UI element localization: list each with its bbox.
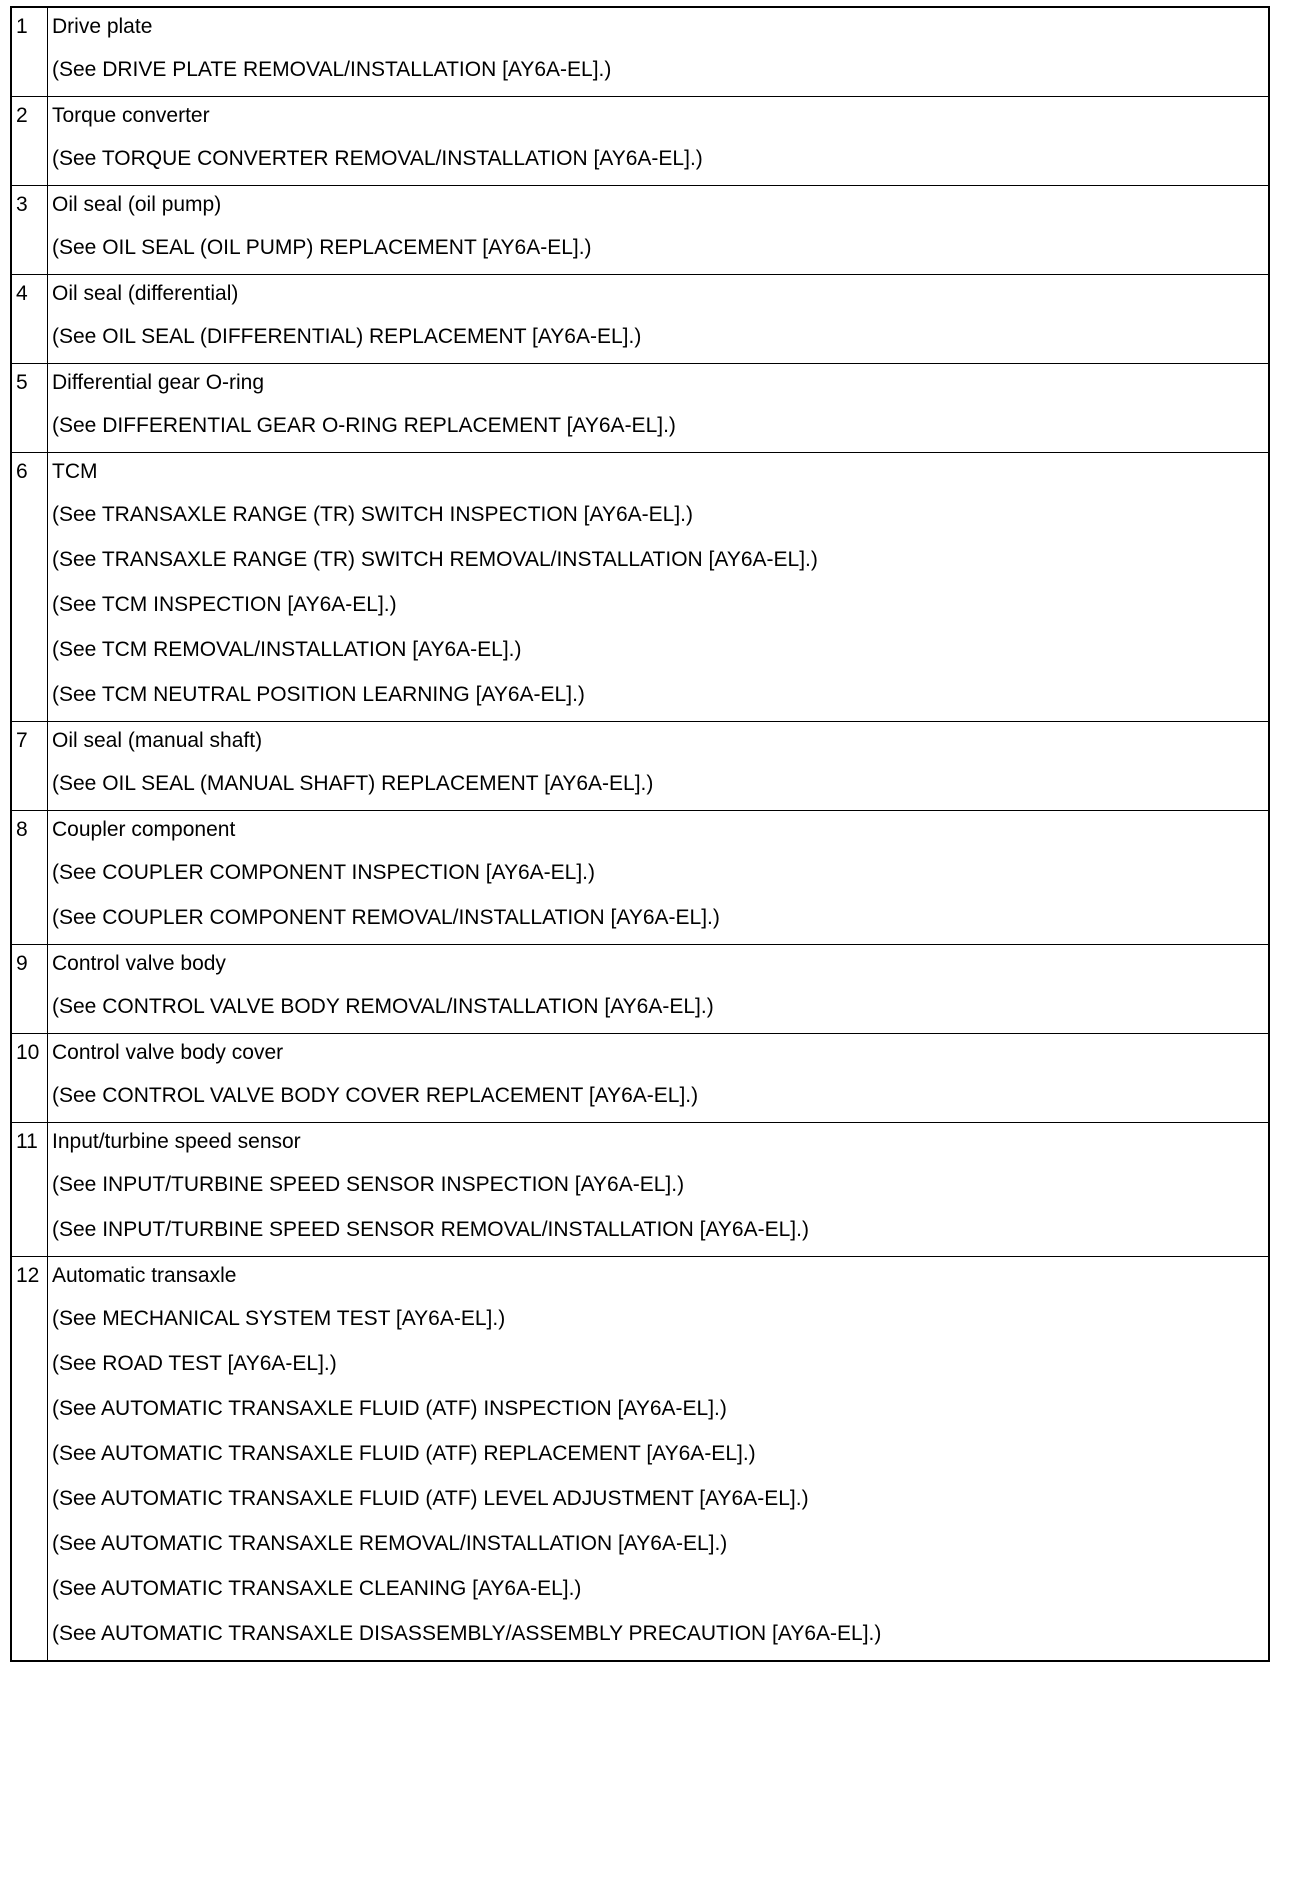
item-number: 4 (12, 275, 48, 363)
item-title: Oil seal (oil pump) (52, 193, 222, 216)
reference-link[interactable]: (See INPUT/TURBINE SPEED SENSOR REMOVAL/INSTALLATION [AY6A-EL].) (52, 1218, 809, 1241)
table-row (12, 452, 1268, 721)
item-number: 10 (12, 1034, 48, 1122)
reference-link[interactable]: (See CONTROL VALVE BODY REMOVAL/INSTALLATION [AY6A-EL].) (52, 995, 714, 1018)
item-title: Coupler component (52, 818, 236, 841)
table-row (12, 96, 1268, 185)
item-title: Automatic transaxle (52, 1264, 237, 1287)
table-row (12, 185, 1268, 274)
reference-link[interactable]: (See TRANSAXLE RANGE (TR) SWITCH INSPECTION [AY6A-EL].) (52, 503, 694, 526)
reference-link[interactable]: (See INPUT/TURBINE SPEED SENSOR INSPECTION [AY6A-EL].) (52, 1173, 685, 1196)
item-number: 2 (12, 97, 48, 185)
reference-link[interactable]: (See TCM REMOVAL/INSTALLATION [AY6A-EL].) (52, 638, 522, 661)
item-number: 12 (12, 1257, 48, 1660)
item-title: Drive plate (52, 15, 153, 38)
component-table (10, 6, 1270, 1662)
item-content (48, 1123, 1268, 1256)
item-content (48, 186, 1268, 274)
item-number: 3 (12, 186, 48, 274)
reference-link[interactable]: (See AUTOMATIC TRANSAXLE FLUID (ATF) REPLACEMENT [AY6A-EL].) (52, 1442, 756, 1465)
item-content (48, 453, 1268, 721)
item-number: 7 (12, 722, 48, 810)
reference-link[interactable]: (See AUTOMATIC TRANSAXLE FLUID (ATF) LEVEL ADJUSTMENT [AY6A-EL].) (52, 1487, 809, 1510)
reference-link[interactable]: (See DIFFERENTIAL GEAR O-RING REPLACEMENT [AY6A-EL].) (52, 414, 676, 437)
item-number: 1 (12, 8, 48, 96)
item-number: 6 (12, 453, 48, 721)
item-title: Oil seal (manual shaft) (52, 729, 263, 752)
item-title: TCM (52, 460, 98, 483)
table-row (12, 8, 1268, 96)
item-title: Input/turbine speed sensor (52, 1130, 301, 1153)
reference-link[interactable]: (See OIL SEAL (DIFFERENTIAL) REPLACEMENT [AY6A-EL].) (52, 325, 642, 348)
reference-link[interactable]: (See DRIVE PLATE REMOVAL/INSTALLATION [AY6A-EL].) (52, 58, 612, 81)
table-row (12, 810, 1268, 944)
reference-link[interactable]: (See TCM INSPECTION [AY6A-EL].) (52, 593, 397, 616)
item-number: 8 (12, 811, 48, 944)
table-row (12, 944, 1268, 1033)
reference-link[interactable]: (See MECHANICAL SYSTEM TEST [AY6A-EL].) (52, 1307, 506, 1330)
reference-link[interactable]: (See AUTOMATIC TRANSAXLE FLUID (ATF) INSPECTION [AY6A-EL].) (52, 1397, 727, 1420)
table-row (12, 1122, 1268, 1256)
reference-link[interactable]: (See COUPLER COMPONENT REMOVAL/INSTALLATION [AY6A-EL].) (52, 906, 720, 929)
reference-link[interactable]: (See ROAD TEST [AY6A-EL].) (52, 1352, 337, 1375)
reference-link[interactable]: (See TCM NEUTRAL POSITION LEARNING [AY6A-EL].) (52, 683, 585, 706)
reference-link[interactable]: (See AUTOMATIC TRANSAXLE REMOVAL/INSTALLATION [AY6A-EL].) (52, 1532, 728, 1555)
reference-link[interactable]: (See AUTOMATIC TRANSAXLE CLEANING [AY6A-EL].) (52, 1577, 582, 1600)
item-content (48, 722, 1268, 810)
reference-link[interactable]: (See OIL SEAL (OIL PUMP) REPLACEMENT [AY6A-EL].) (52, 236, 592, 259)
item-content (48, 97, 1268, 185)
item-title: Torque converter (52, 104, 210, 127)
reference-link[interactable]: (See TORQUE CONVERTER REMOVAL/INSTALLATION [AY6A-EL].) (52, 147, 703, 170)
reference-link[interactable]: (See CONTROL VALVE BODY COVER REPLACEMENT [AY6A-EL].) (52, 1084, 699, 1107)
item-number: 9 (12, 945, 48, 1033)
reference-link[interactable]: (See TRANSAXLE RANGE (TR) SWITCH REMOVAL/INSTALLATION [AY6A-EL].) (52, 548, 818, 571)
item-content (48, 364, 1268, 452)
item-content (48, 945, 1268, 1033)
item-content (48, 275, 1268, 363)
reference-link[interactable]: (See AUTOMATIC TRANSAXLE DISASSEMBLY/ASSEMBLY PRECAUTION [AY6A-EL].) (52, 1622, 882, 1645)
item-title: Control valve body cover (52, 1041, 284, 1064)
table-row (12, 274, 1268, 363)
reference-link[interactable]: (See COUPLER COMPONENT INSPECTION [AY6A-EL].) (52, 861, 596, 884)
item-content (48, 8, 1268, 96)
item-number: 5 (12, 364, 48, 452)
table-row (12, 1256, 1268, 1660)
item-content (48, 1257, 1268, 1660)
reference-link[interactable]: (See OIL SEAL (MANUAL SHAFT) REPLACEMENT [AY6A-EL].) (52, 772, 654, 795)
item-title: Control valve body (52, 952, 226, 975)
item-number: 11 (12, 1123, 48, 1256)
item-content (48, 1034, 1268, 1122)
table-row (12, 721, 1268, 810)
item-title: Differential gear O-ring (52, 371, 265, 394)
table-row (12, 1033, 1268, 1122)
item-title: Oil seal (differential) (52, 282, 239, 305)
item-content (48, 811, 1268, 944)
table-row (12, 363, 1268, 452)
